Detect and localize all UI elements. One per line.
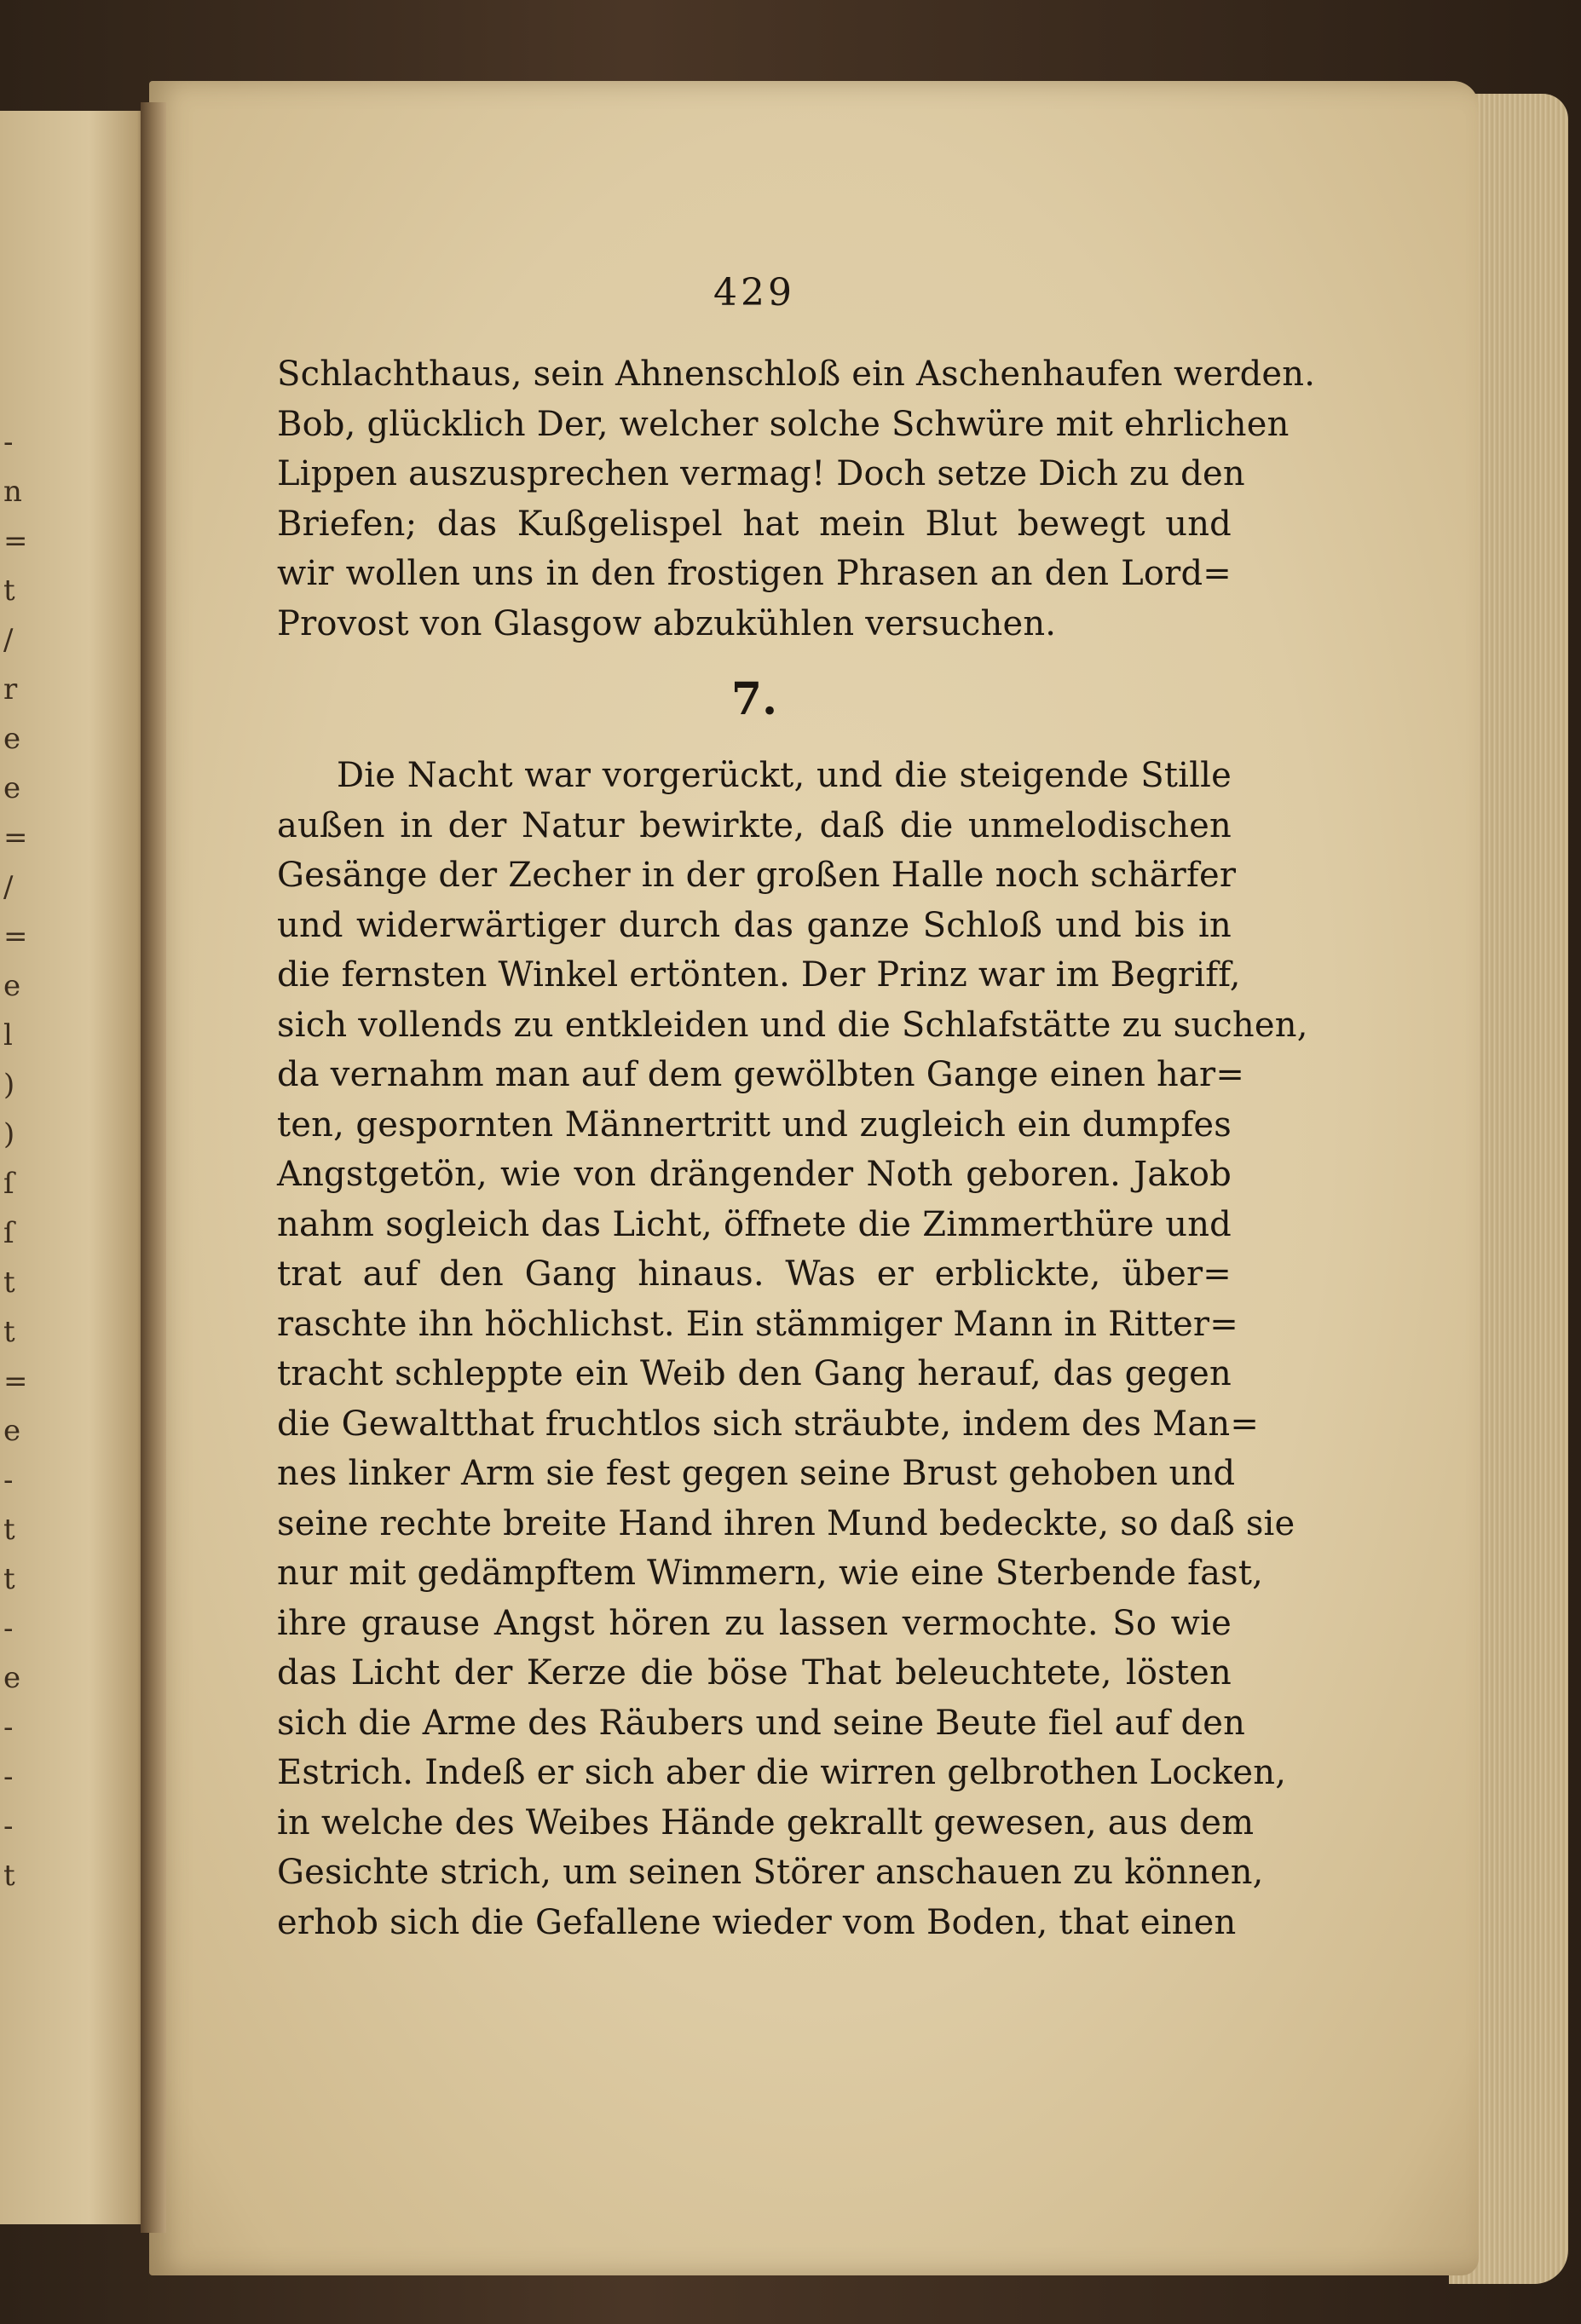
text-line: trat auf den Gang hinaus. Was er erblickte, über= [277,1254,1232,1294]
text-line: erhob sich die Gefallene wieder vom Boden, that einen [277,1902,1237,1942]
margin-glyph: - [3,1612,14,1646]
margin-glyph: ſ [3,1167,14,1201]
text-line: Lippen auszusprechen vermag! Doch setze Dich zu den [277,454,1245,493]
text-line: Briefen; das Kußgelispel hat mein Blut bewegt und [277,504,1232,544]
paragraph-continued [277,349,1316,649]
text-line: die Gewaltthat fruchtlos sich sträubte, indem des Man= [277,1404,1260,1444]
text-line: sich die Arme des Räubers und seine Beute fiel auf den [277,1703,1246,1743]
chapter-number: 7. [730,673,778,725]
text-line: nur mit gedämpftem Wimmern, wie eine Sterbende fast, [277,1554,1264,1593]
text-line: Provost von Glasgow abzukühlen versuchen. [277,603,1057,643]
text-line: Die Nacht war vorgerückt, und die steigende Stille [337,756,1232,795]
margin-glyph: ) [3,1068,15,1102]
text-line: Gesichte strich, um seinen Störer anschauen zu können, [277,1853,1264,1892]
margin-glyph: = [3,821,28,855]
margin-glyph: - [3,425,14,459]
margin-glyph: t [3,574,15,608]
margin-glyph: e [3,1661,21,1695]
margin-glyph: n [3,475,22,509]
margin-glyph: ſ [3,1216,14,1250]
text-line: wir wollen uns in den frostigen Phrasen an den Lord= [277,554,1232,593]
margin-glyph: e [3,771,21,805]
margin-glyph: t [3,1562,15,1596]
text-line: nahm sogleich das Licht, öffnete die Zimmerthüre und [277,1204,1232,1244]
text-line: in welche des Weibes Hände gekrallt gewesen, aus dem [277,1802,1255,1842]
page-number: 429 [713,271,795,314]
margin-glyph: = [3,920,28,954]
previous-page-text-fragments [0,418,29,2037]
previous-page-edge [0,111,149,2224]
text-line: Estrich. Indeß er sich aber die wirren gelbrothen Locken, [277,1753,1287,1792]
margin-glyph: / [3,870,14,904]
margin-glyph: e [3,1414,21,1448]
margin-glyph: - [3,1760,14,1794]
margin-glyph: t [3,1315,15,1349]
margin-glyph: r [3,672,18,706]
paragraph-chapter-7 [277,751,1308,1947]
text-line: sich vollends zu entkleiden und die Schlafstätte zu suchen, [277,1005,1308,1045]
text-line: Bob, glücklich Der, welcher solche Schwüre mit ehrlichen [277,404,1290,444]
margin-glyph: t [3,1266,15,1300]
text-line: Angstgetön, wie von drängender Noth geboren. Jakob [277,1155,1232,1194]
text-line: Gesänge der Zecher in der großen Halle noch schärfer [277,856,1237,895]
page-content [277,271,1316,1947]
margin-glyph: - [3,1809,14,1843]
text-line: außen in der Natur bewirkte, daß die unmelodischen [277,805,1232,845]
text-line: Schlachthaus, sein Ahnenschloß ein Aschenhaufen werden. [277,355,1316,394]
margin-glyph: t [3,1513,15,1547]
margin-glyph: t [3,1859,15,1893]
margin-glyph: ) [3,1117,15,1151]
margin-glyph: / [3,623,14,657]
margin-glyph: - [3,1463,14,1497]
margin-glyph: - [3,1710,14,1744]
margin-glyph: = [3,1364,28,1398]
text-line: ihre grause Angst hören zu lassen vermochte. So wie [277,1603,1232,1643]
text-line: raschte ihn höchlichst. Ein stämmiger Mann in Ritter= [277,1304,1238,1344]
text-line: und widerwärtiger durch das ganze Schloß und bis in [277,905,1232,945]
margin-glyph: e [3,722,21,756]
text-line: die fernsten Winkel ertönten. Der Prinz war im Begriff, [277,955,1241,995]
margin-glyph: = [3,524,28,558]
margin-glyph: e [3,969,21,1003]
text-line: tracht schleppte ein Weib den Gang herauf, das gegen [277,1354,1232,1393]
margin-glyph: l [3,1018,13,1052]
text-line: ten, gespornten Männertritt und zugleich ein dumpfes [277,1104,1232,1145]
book-gutter [141,102,166,2233]
text-line: nes linker Arm sie fest gegen seine Brust gehoben und [277,1454,1236,1493]
text-line: da vernahm man auf dem gewölbten Gange einen har= [277,1055,1245,1094]
text-line: seine rechte breite Hand ihren Mund bedeckte, so daß sie [277,1503,1295,1543]
text-line: das Licht der Kerze die böse That beleuchtete, lösten [277,1653,1232,1693]
